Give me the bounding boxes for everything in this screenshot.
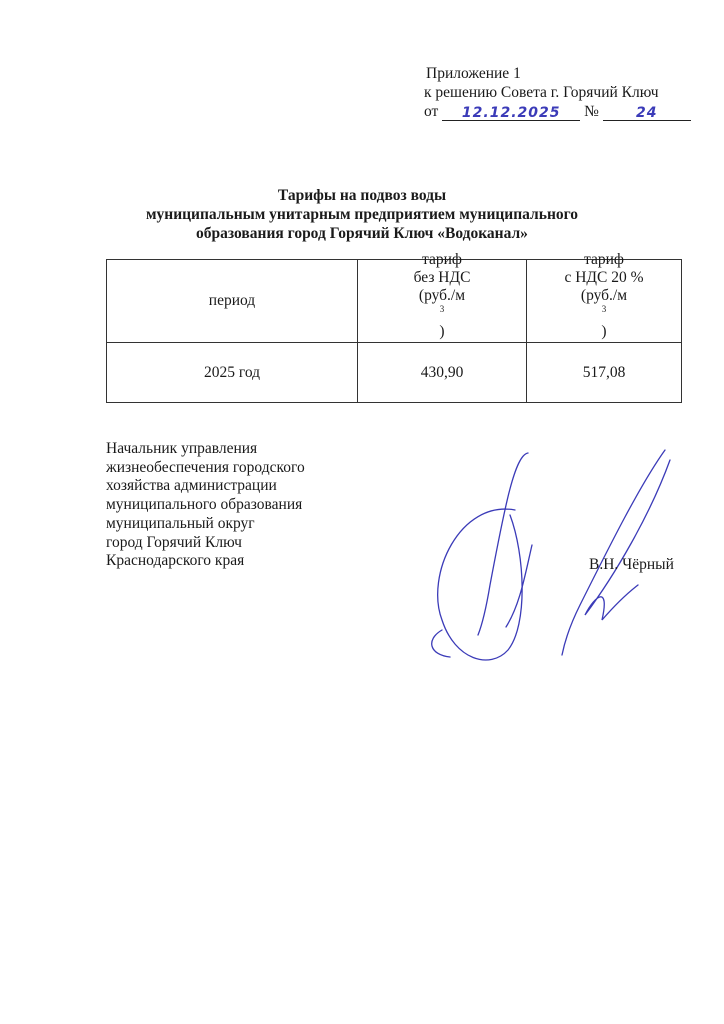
decision-reference: к решению Совета г. Горячий Ключ bbox=[424, 84, 659, 101]
decision-date-handwritten: 12.12.2025 bbox=[461, 105, 561, 121]
signer-position: Начальник управления жизнеобеспечения городского хозяйства администрации муниципального образования муниципальный округ город Горячий Ключ Краснодарского края bbox=[106, 440, 305, 570]
from-label: от bbox=[424, 103, 439, 120]
cell-tariff-with-vat: 517,08 bbox=[527, 343, 682, 403]
decision-number-handwritten: 24 bbox=[636, 105, 658, 121]
appendix-label: Приложение 1 bbox=[426, 65, 521, 82]
number-label: № bbox=[584, 103, 599, 120]
title-line-1: Тарифы на подвоз воды bbox=[277, 187, 447, 204]
cell-period: 2025 год bbox=[107, 343, 358, 403]
title-line-3: образования город Горячий Ключ «Водоканал» bbox=[196, 225, 528, 242]
decision-date-number bbox=[424, 102, 691, 121]
tariff-table bbox=[106, 251, 682, 403]
cell-tariff-without-vat: 430,90 bbox=[358, 343, 527, 403]
title-line-2: муниципальным унитарным предприятием муниципального bbox=[145, 206, 579, 223]
table-header-row bbox=[107, 260, 682, 343]
header-period: период bbox=[107, 260, 358, 343]
header-tariff-without-vat: тариф без НДС (руб./м $^3$ ) bbox=[358, 260, 527, 343]
decision-date-field bbox=[442, 103, 580, 121]
signer-name: В.Н. Чёрный bbox=[589, 556, 674, 573]
decision-number-field bbox=[603, 103, 691, 121]
table-row bbox=[107, 343, 682, 403]
appendix-header bbox=[426, 64, 691, 121]
header-tariff-with-vat: тариф с НДС 20 % (руб./м $^3$ ) bbox=[527, 260, 682, 343]
document-title bbox=[0, 186, 724, 243]
